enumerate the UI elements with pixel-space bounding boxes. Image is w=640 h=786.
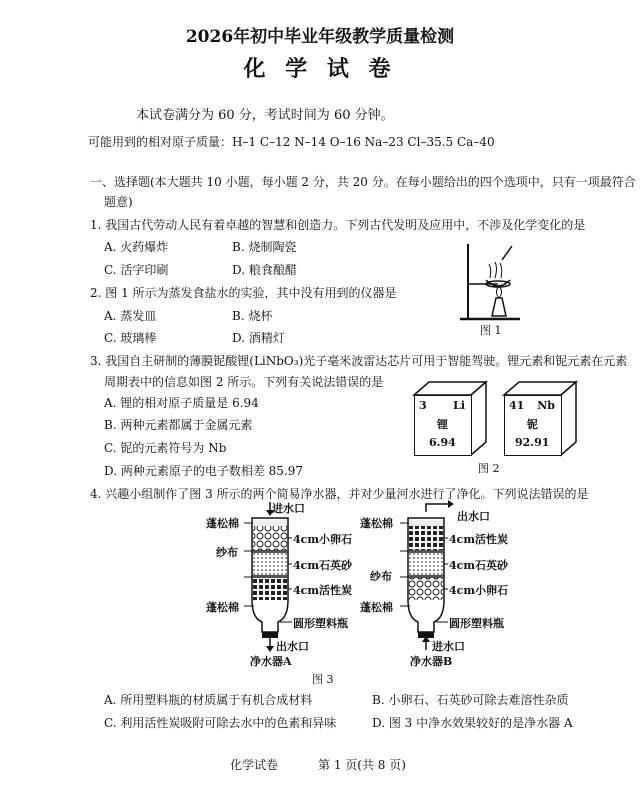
purifier-b-gauze-label: 纱布 xyxy=(370,570,392,583)
purifier-b-layer2: 4cm石英砂 xyxy=(449,559,508,572)
purifier-b-bottom-cotton-label: 蓬松棉 xyxy=(360,601,393,614)
subject-title: 化 学 试 卷 xyxy=(243,56,397,82)
footer-page-number: 第 1 页(共 8 页) xyxy=(318,758,406,772)
q2-option-c: C. 玻璃棒 xyxy=(104,331,157,345)
element-cell-niobium xyxy=(504,395,562,456)
q4-option-c: C. 利用活性炭吸附可除去水中的色素和异味 xyxy=(104,716,337,730)
purifier-a-layer1: 4cm小卵石 xyxy=(293,533,352,546)
element-cell-lithium xyxy=(414,395,472,456)
figure1-evaporation-apparatus xyxy=(458,240,528,324)
q2-option-a: A. 蒸发皿 xyxy=(104,309,157,323)
purifier-a-layer3: 4cm活性炭 xyxy=(293,584,352,597)
purifier-a-gauze-label: 纱布 xyxy=(216,546,238,559)
figure1-caption: 图 1 xyxy=(480,324,502,337)
element-mass: 6.94 xyxy=(429,436,456,449)
element-name: 锂 xyxy=(437,418,448,431)
section-header-line1: 一、选择题(本大题共 10 小题，每小题 2 分，共 20 分。在每小题给出的四个选项中，只有一项最符合 xyxy=(90,175,636,189)
section-header-line2: 题意) xyxy=(104,195,133,209)
element-number: 41 xyxy=(509,399,525,412)
q1-option-d: D. 粮食酿醋 xyxy=(232,263,297,277)
element-name: 铌 xyxy=(527,418,538,431)
q4-option-a: A. 所用塑料瓶的材质属于有机合成材料 xyxy=(104,693,313,707)
q3-option-b: B. 两种元素都属于金属元素 xyxy=(104,418,253,432)
purifier-b-outlet-label: 出水口 xyxy=(457,510,490,523)
purifier-a-bottle-label: 圆形塑料瓶 xyxy=(293,617,348,630)
purifier-a-bottom-cotton-label: 蓬松棉 xyxy=(206,601,239,614)
q2-option-d: D. 酒精灯 xyxy=(232,331,285,345)
figure3-caption: 图 3 xyxy=(312,673,334,686)
element-symbol: Li xyxy=(453,399,465,412)
score-info: 本试卷满分为 60 分，考试时间为 60 分钟。 xyxy=(136,108,394,123)
purifier-a-layer2: 4cm石英砂 xyxy=(293,559,352,572)
element-number: 3 xyxy=(419,399,427,412)
figure2-caption: 图 2 xyxy=(478,462,500,475)
purifier-b-layer1: 4cm活性炭 xyxy=(449,533,508,546)
element-mass: 92.91 xyxy=(515,436,550,449)
q4-option-d: D. 图 3 中净水效果较好的是净水器 A xyxy=(372,716,573,730)
q1-stem: 1. 我国古代劳动人民有着卓越的智慧和创造力。下列古代发明及应用中，不涉及化学变化的是 xyxy=(90,218,586,232)
footer-subject: 化学试卷 xyxy=(230,758,279,772)
purifier-b-layer3: 4cm小卵石 xyxy=(449,584,508,597)
q3-option-d: D. 两种元素原子的电子数相差 85.97 xyxy=(104,464,303,478)
purifier-a-name: 净水器A xyxy=(250,655,292,668)
atomic-masses: 可能用到的相对原子质量：H–1 C–12 N–14 O–16 Na–23 Cl–35.5 Ca–40 xyxy=(88,135,495,149)
purifier-b-bottle-label: 圆形塑料瓶 xyxy=(449,617,504,630)
purifier-b-inlet-label: 进水口 xyxy=(432,640,465,653)
q3-option-a: A. 锂的相对原子质量是 6.94 xyxy=(104,396,259,410)
exam-title: 2026年初中毕业年级教学质量检测 xyxy=(185,27,455,47)
q4-stem: 4. 兴趣小组制作了图 3 所示的两个简易净水器，并对少量河水进行了净化。下列说法错误的是 xyxy=(90,487,589,501)
q2-stem: 2. 图 1 所示为蒸发食盐水的实验，其中没有用到的仪器是 xyxy=(90,286,397,300)
q1-option-b: B. 烧制陶瓷 xyxy=(232,240,297,254)
q4-option-b: B. 小卵石、石英砂可除去难溶性杂质 xyxy=(372,693,569,707)
q3-stem-line2: 周期表中的信息如图 2 所示。下列有关说法错误的是 xyxy=(104,375,384,389)
element-symbol: Nb xyxy=(537,399,555,412)
purifier-a-top-cotton-label: 蓬松棉 xyxy=(206,517,239,530)
purifier-b-name: 净水器B xyxy=(410,655,453,668)
q2-option-b: B. 烧杯 xyxy=(232,309,273,323)
purifier-a-inlet-label: 进水口 xyxy=(272,502,305,515)
purifier-a-outlet-label: 出水口 xyxy=(276,640,309,653)
q1-option-a: A. 火药爆炸 xyxy=(104,240,169,254)
q3-option-c: C. 铌的元素符号为 Nb xyxy=(104,441,227,455)
q1-option-c: C. 活字印刷 xyxy=(104,263,169,277)
purifier-b-top-cotton-label: 蓬松棉 xyxy=(360,517,393,530)
q3-stem-line1: 3. 我国自主研制的薄膜铌酸锂(LiNbO₃)光子毫米波雷达芯片可用于智能驾驶。锂元素和铌元素在元素 xyxy=(90,354,628,368)
